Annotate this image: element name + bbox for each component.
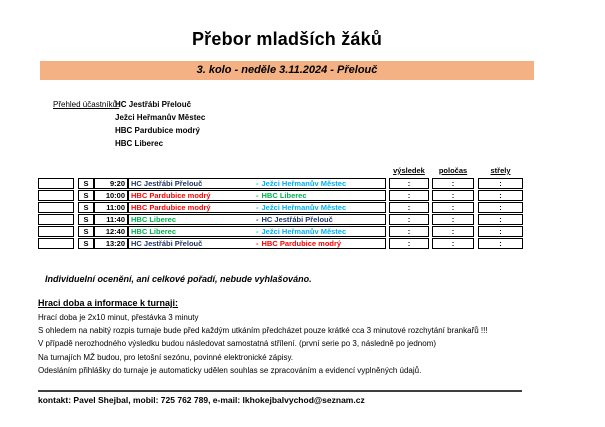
- no-awards-note: Individuelní ocenění, ani celkové pořadí, nebude vyhlašováno.: [45, 274, 312, 284]
- away-team: [256, 179, 346, 188]
- row-day-letter: S: [78, 214, 94, 225]
- row-match: [128, 214, 386, 225]
- away-team: [256, 239, 341, 248]
- result-cell: :: [389, 214, 429, 225]
- row-match: [128, 202, 386, 213]
- halftime-cell: :: [432, 178, 474, 189]
- away-team-name: Ježci Heřmanův Městec: [261, 227, 347, 236]
- home-team-name: HBC Liberec: [131, 215, 177, 224]
- team-separator-dash: -: [256, 227, 259, 236]
- round-banner: 3. kolo - neděle 3.11.2024 - Přelouč: [40, 61, 534, 80]
- info-lines: [38, 312, 578, 378]
- info-line: S ohledem na nabitý rozpis turnaje bude před každým utkáním předcházet pouze krátké cca 3 minutové rozchytání brankařů !!!: [38, 326, 488, 336]
- halftime-cell: :: [432, 190, 474, 201]
- page-title: Přebor mladších žáků: [191, 29, 383, 49]
- home-team-name: HBC Liberec: [131, 227, 177, 236]
- schedule-row: [38, 226, 523, 237]
- schedule-row: [38, 238, 523, 249]
- halftime-cell: :: [432, 226, 474, 237]
- participant-team: HBC Pardubice modrý: [115, 126, 200, 135]
- info-line: V případě nerozhodného výsledku budou následovat samostatná střílení. (první serie po 3, následně po jednom): [38, 339, 437, 349]
- away-team: [256, 191, 307, 200]
- column-header-result: výsledek: [393, 166, 425, 175]
- away-team-name: HBC Pardubice modrý: [261, 239, 342, 248]
- home-team-name: HBC Pardubice modrý: [131, 203, 211, 212]
- row-day-letter: S: [78, 226, 94, 237]
- away-team: [256, 203, 346, 212]
- team-separator-dash: -: [256, 203, 259, 212]
- row-blank-cell: [38, 202, 74, 213]
- row-day-letter: S: [78, 238, 94, 249]
- home-team-name: HC Jestřábi Přelouč: [131, 179, 203, 188]
- row-blank-cell: [38, 226, 74, 237]
- shots-cell: :: [478, 238, 523, 249]
- footer-divider: [38, 390, 522, 392]
- row-match: [128, 226, 386, 237]
- shots-cell: :: [478, 202, 523, 213]
- row-match: [128, 238, 386, 249]
- result-cell: :: [389, 238, 429, 249]
- participant-team: Ježci Heřmanův Městec: [115, 113, 206, 122]
- team-separator-dash: -: [256, 239, 259, 248]
- participant-team: HBC Liberec: [115, 139, 164, 148]
- schedule-row: [38, 190, 523, 201]
- result-cell: :: [389, 202, 429, 213]
- schedule-table: [38, 178, 523, 250]
- info-heading: Hraci doba a informace k turnaji:: [38, 298, 179, 308]
- row-blank-cell: [38, 214, 74, 225]
- row-day-letter: S: [78, 178, 94, 189]
- row-time: 12:40: [94, 226, 128, 237]
- home-team-name: HBC Pardubice modrý: [131, 191, 211, 200]
- schedule-row: [38, 178, 523, 189]
- info-line: Odesláním přihlášky do turnaje je automaticky udělen souhlas se zpracováním a evidencí vyplněných údajů.: [38, 365, 422, 375]
- row-blank-cell: [38, 190, 74, 201]
- team-separator-dash: -: [256, 215, 259, 224]
- result-cell: :: [389, 178, 429, 189]
- info-line: Hrací doba je 2x10 minut, přestávka 3 minuty: [38, 313, 199, 322]
- row-time: 9:20: [94, 178, 128, 189]
- away-team-name: HBC Liberec: [261, 191, 307, 200]
- away-team: [256, 227, 346, 236]
- home-team-name: HC Jestřábi Přelouč: [131, 239, 203, 248]
- participants-list: [115, 100, 205, 152]
- row-blank-cell: [38, 178, 74, 189]
- halftime-cell: :: [432, 238, 474, 249]
- contact-line: kontakt: Pavel Shejbal, mobil: 725 762 789, e-mail: lkhokejbalvychod@seznam.cz: [38, 395, 365, 405]
- participants-label: Přehled účastníků:: [53, 100, 120, 109]
- row-day-letter: S: [78, 202, 94, 213]
- halftime-cell: :: [432, 202, 474, 213]
- shots-cell: :: [478, 214, 523, 225]
- info-line: Na turnajích MŽ budou, pro letošní sezónu, povinné elektronické zápisy.: [38, 352, 294, 362]
- away-team-name: Ježci Heřmanův Městec: [261, 179, 347, 188]
- away-team-name: HC Jestřábi Přelouč: [261, 215, 333, 224]
- row-time: 13:20: [94, 238, 128, 249]
- row-blank-cell: [38, 238, 74, 249]
- halftime-cell: :: [432, 214, 474, 225]
- result-cell: :: [389, 190, 429, 201]
- team-separator-dash: -: [256, 179, 259, 188]
- row-day-letter: S: [78, 190, 94, 201]
- schedule-row: [38, 214, 523, 225]
- schedule-row: [38, 202, 523, 213]
- shots-cell: :: [478, 190, 523, 201]
- row-match: [128, 178, 386, 189]
- team-separator-dash: -: [256, 191, 259, 200]
- row-time: 11:00: [94, 202, 128, 213]
- row-match: [128, 190, 386, 201]
- column-header-halftime: poločas: [438, 166, 468, 175]
- result-cell: :: [389, 226, 429, 237]
- away-team-name: Ježci Heřmanův Městec: [261, 203, 347, 212]
- shots-cell: :: [478, 178, 523, 189]
- row-time: 10:00: [94, 190, 128, 201]
- shots-cell: :: [478, 226, 523, 237]
- column-header-shots: střely: [490, 166, 511, 175]
- participant-team: HC Jestřábi Přelouč: [115, 100, 192, 109]
- row-time: 11:40: [94, 214, 128, 225]
- away-team: [256, 215, 333, 224]
